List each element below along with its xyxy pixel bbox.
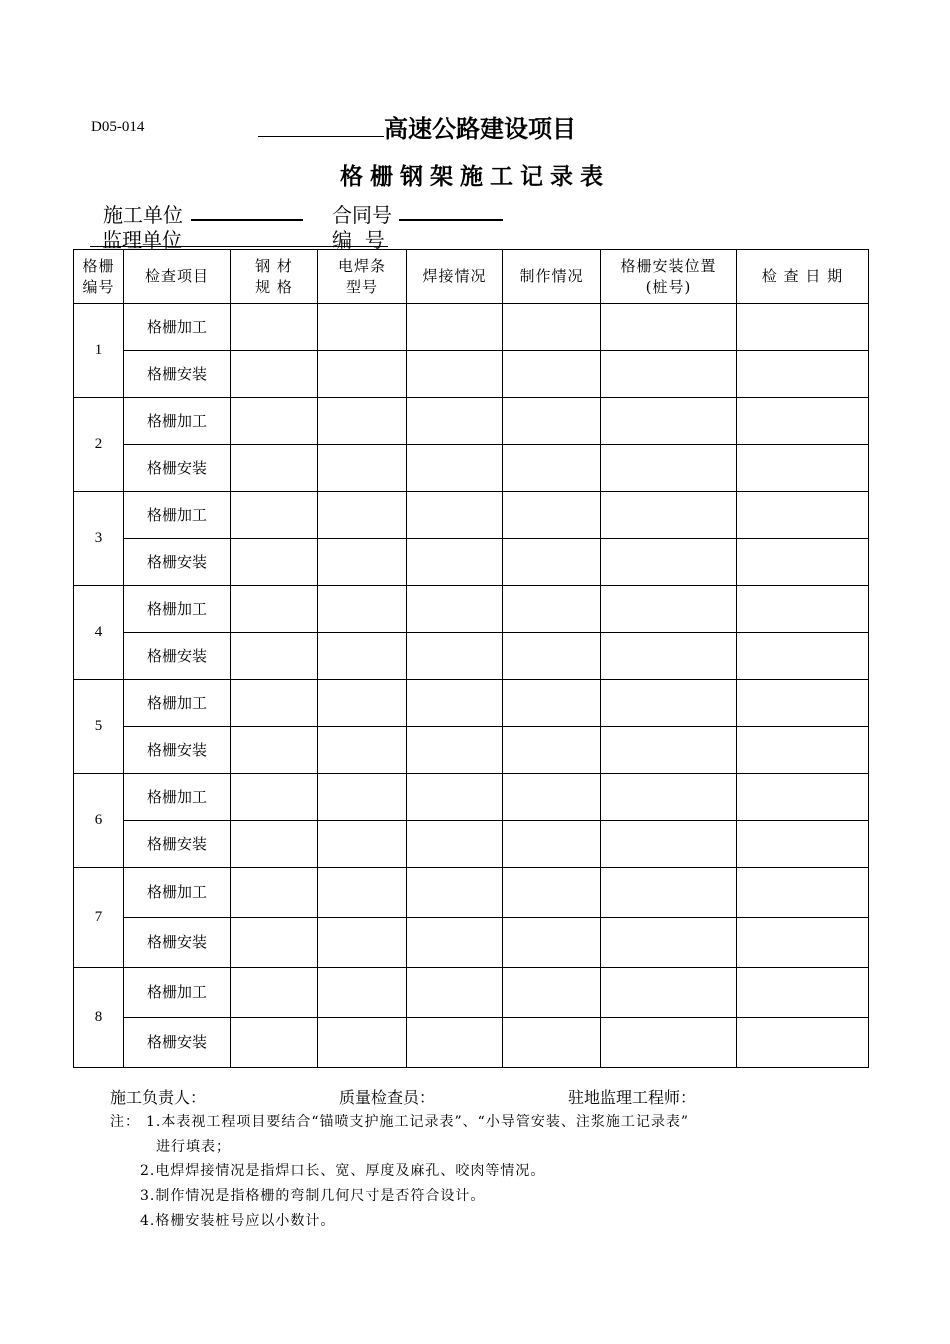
entry-cell[interactable] — [601, 445, 737, 492]
notes-prefix: 注： — [110, 1114, 140, 1130]
col-steel-spec — [231, 250, 318, 304]
table-row — [74, 968, 869, 1018]
col-welding: 焊接情况 — [407, 250, 503, 304]
entry-cell[interactable] — [231, 586, 318, 633]
entry-cell[interactable] — [601, 774, 737, 821]
entry-cell[interactable] — [737, 774, 869, 821]
table-row — [74, 304, 869, 351]
table-row — [74, 774, 869, 821]
entry-cell[interactable] — [737, 586, 869, 633]
entry-cell[interactable] — [737, 821, 869, 868]
entry-cell[interactable] — [231, 539, 318, 586]
table-row — [74, 1018, 869, 1068]
entry-cell[interactable] — [318, 633, 407, 680]
contract-no-field[interactable] — [399, 199, 503, 221]
entry-cell[interactable] — [231, 727, 318, 774]
entry-cell[interactable] — [601, 918, 737, 968]
form-code: D05-014 — [91, 119, 145, 135]
quality-inspector-signature: 质量检查员： — [339, 1088, 436, 1107]
entry-cell[interactable] — [318, 868, 407, 918]
col-check-date: 检 查 日 期 — [737, 250, 869, 304]
entry-cell[interactable] — [407, 918, 503, 968]
entry-cell[interactable] — [601, 351, 737, 398]
entry-cell[interactable] — [503, 351, 601, 398]
table-row — [74, 633, 869, 680]
entry-cell[interactable] — [231, 304, 318, 351]
col-fabrication: 制作情况 — [503, 250, 601, 304]
entry-cell[interactable] — [231, 351, 318, 398]
entry-cell[interactable] — [737, 398, 869, 445]
entry-cell[interactable] — [503, 445, 601, 492]
entry-cell[interactable] — [503, 680, 601, 727]
note-4: 4.格栅安装桩号应以小数计。 — [140, 1213, 336, 1229]
entry-cell[interactable] — [407, 680, 503, 727]
supervisor-label-text: 监理单位 — [102, 228, 182, 252]
check-item-cell: 格栅安装 — [124, 445, 231, 492]
check-item-cell: 格栅加工 — [124, 774, 231, 821]
resident-engineer-signature: 驻地监理工程师： — [568, 1088, 697, 1107]
entry-cell[interactable] — [407, 774, 503, 821]
entry-cell[interactable] — [407, 868, 503, 918]
entry-cell[interactable] — [737, 918, 869, 968]
entry-cell[interactable] — [318, 680, 407, 727]
entry-cell[interactable] — [318, 821, 407, 868]
entry-cell[interactable] — [601, 968, 737, 1018]
col-position-line2: (桩号) — [645, 277, 692, 296]
entry-cell[interactable] — [503, 586, 601, 633]
project-title — [258, 109, 576, 144]
col-steel-line2: 规 格 — [255, 277, 293, 296]
entry-cell[interactable] — [503, 821, 601, 868]
table-row — [74, 492, 869, 539]
entry-cell[interactable] — [503, 539, 601, 586]
table-row — [74, 821, 869, 868]
entry-cell[interactable] — [503, 774, 601, 821]
check-item-cell: 格栅加工 — [124, 398, 231, 445]
entry-cell[interactable] — [231, 821, 318, 868]
entry-cell[interactable] — [407, 968, 503, 1018]
check-item-cell: 格栅安装 — [124, 1018, 231, 1068]
entry-cell[interactable] — [318, 968, 407, 1018]
check-item-cell: 格栅加工 — [124, 968, 231, 1018]
project-title-text: 高速公路建设项目 — [384, 115, 576, 143]
entry-cell[interactable] — [318, 398, 407, 445]
note-1: 1.本表视工程项目要结合“锚喷支护施工记录表”、“小导管安装、注浆施工记录表” — [146, 1114, 689, 1130]
check-item-cell: 格栅安装 — [124, 633, 231, 680]
entry-cell[interactable] — [503, 492, 601, 539]
entry-cell[interactable] — [407, 821, 503, 868]
entry-cell[interactable] — [737, 445, 869, 492]
table-row — [74, 351, 869, 398]
entry-cell[interactable] — [407, 633, 503, 680]
entry-cell[interactable] — [601, 680, 737, 727]
entry-cell[interactable] — [737, 492, 869, 539]
entry-cell[interactable] — [407, 304, 503, 351]
entry-cell[interactable] — [601, 539, 737, 586]
check-item-cell: 格栅加工 — [124, 680, 231, 727]
contractor-field[interactable] — [191, 199, 303, 221]
contractor-label: 施工单位 — [103, 203, 183, 227]
entry-cell[interactable] — [231, 1018, 318, 1068]
table-row — [74, 398, 869, 445]
entry-cell[interactable] — [737, 868, 869, 918]
entry-cell[interactable] — [503, 918, 601, 968]
grid-number-cell: 4 — [74, 586, 124, 680]
check-item-cell: 格栅加工 — [124, 304, 231, 351]
col-item: 检查项目 — [124, 250, 231, 304]
entry-cell[interactable] — [601, 586, 737, 633]
entry-cell[interactable] — [318, 727, 407, 774]
entry-cell[interactable] — [737, 680, 869, 727]
entry-cell[interactable] — [503, 868, 601, 918]
entry-cell[interactable] — [737, 539, 869, 586]
entry-cell[interactable] — [231, 445, 318, 492]
contractor-lead-signature: 施工负责人： — [110, 1088, 207, 1107]
entry-cell[interactable] — [407, 1018, 503, 1068]
entry-cell[interactable] — [318, 351, 407, 398]
entry-cell[interactable] — [737, 351, 869, 398]
check-item-cell: 格栅加工 — [124, 868, 231, 918]
entry-cell[interactable] — [231, 633, 318, 680]
entry-cell[interactable] — [407, 351, 503, 398]
entry-cell[interactable] — [601, 868, 737, 918]
entry-cell[interactable] — [503, 968, 601, 1018]
grid-number-cell: 7 — [74, 868, 124, 968]
check-item-cell: 格栅安装 — [124, 727, 231, 774]
col-electrode-line1: 电焊条 — [337, 256, 386, 275]
entry-cell[interactable] — [231, 968, 318, 1018]
check-item-cell: 格栅加工 — [124, 586, 231, 633]
entry-cell[interactable] — [407, 445, 503, 492]
check-item-cell: 格栅安装 — [124, 539, 231, 586]
table-header-row — [74, 250, 869, 304]
entry-cell[interactable] — [503, 633, 601, 680]
check-item-cell: 格栅安装 — [124, 821, 231, 868]
entry-cell[interactable] — [407, 727, 503, 774]
table-row — [74, 586, 869, 633]
entry-cell[interactable] — [318, 304, 407, 351]
grid-number-cell: 6 — [74, 774, 124, 868]
entry-cell[interactable] — [601, 398, 737, 445]
grid-number-cell: 1 — [74, 304, 124, 398]
table-row — [74, 445, 869, 492]
entry-cell[interactable] — [231, 398, 318, 445]
entry-cell[interactable] — [318, 492, 407, 539]
entry-cell[interactable] — [231, 492, 318, 539]
check-item-cell: 格栅安装 — [124, 351, 231, 398]
entry-cell[interactable] — [737, 633, 869, 680]
entry-cell[interactable] — [737, 968, 869, 1018]
col-grid-no — [74, 250, 124, 304]
table-row — [74, 727, 869, 774]
contract-no-label: 合同号 — [332, 203, 392, 227]
note-3: 3.制作情况是指格栅的弯制几何尺寸是否符合设计。 — [140, 1188, 486, 1204]
entry-cell[interactable] — [601, 304, 737, 351]
entry-cell[interactable] — [737, 1018, 869, 1068]
entry-cell[interactable] — [737, 304, 869, 351]
entry-cell[interactable] — [503, 727, 601, 774]
grid-number-cell: 3 — [74, 492, 124, 586]
check-item-cell: 格栅安装 — [124, 918, 231, 968]
col-electrode-line2: 型号 — [345, 277, 378, 296]
entry-cell[interactable] — [318, 539, 407, 586]
entry-cell[interactable] — [601, 727, 737, 774]
table-row — [74, 680, 869, 727]
table-row — [74, 539, 869, 586]
entry-cell[interactable] — [601, 633, 737, 680]
entry-cell[interactable] — [231, 680, 318, 727]
grid-number-cell: 2 — [74, 398, 124, 492]
entry-cell[interactable] — [407, 539, 503, 586]
entry-cell[interactable] — [231, 868, 318, 918]
col-steel-line1: 钢 材 — [255, 256, 293, 275]
table-row — [74, 868, 869, 918]
entry-cell[interactable] — [318, 774, 407, 821]
col-install-position — [601, 250, 737, 304]
entry-cell[interactable] — [503, 398, 601, 445]
table-row — [74, 918, 869, 968]
note-1-continued: 进行填表； — [156, 1139, 231, 1155]
col-grid-no-line1: 格栅 — [82, 256, 115, 275]
project-name-blank[interactable] — [258, 114, 384, 137]
entry-cell[interactable] — [231, 918, 318, 968]
entry-cell[interactable] — [407, 492, 503, 539]
entry-cell[interactable] — [737, 727, 869, 774]
entry-cell[interactable] — [601, 492, 737, 539]
entry-cell[interactable] — [407, 586, 503, 633]
document-title: 格栅钢架施工记录表 — [340, 164, 610, 190]
entry-cell[interactable] — [231, 774, 318, 821]
entry-cell[interactable] — [601, 821, 737, 868]
col-position-line1: 格栅安装位置 — [620, 256, 717, 275]
entry-cell[interactable] — [407, 398, 503, 445]
record-table — [73, 249, 869, 1068]
entry-cell[interactable] — [318, 1018, 407, 1068]
number-label: 编 号 — [332, 228, 385, 252]
entry-cell[interactable] — [318, 918, 407, 968]
note-2: 2.电焊焊接情况是指焊口长、宽、厚度及麻孔、咬肉等情况。 — [140, 1163, 546, 1179]
entry-cell[interactable] — [503, 1018, 601, 1068]
entry-cell[interactable] — [601, 1018, 737, 1068]
grid-number-cell: 5 — [74, 680, 124, 774]
col-grid-no-line2: 编号 — [82, 277, 115, 296]
check-item-cell: 格栅加工 — [124, 492, 231, 539]
entry-cell[interactable] — [503, 304, 601, 351]
grid-number-cell: 8 — [74, 968, 124, 1068]
entry-cell[interactable] — [318, 445, 407, 492]
col-electrode — [318, 250, 407, 304]
entry-cell[interactable] — [318, 586, 407, 633]
